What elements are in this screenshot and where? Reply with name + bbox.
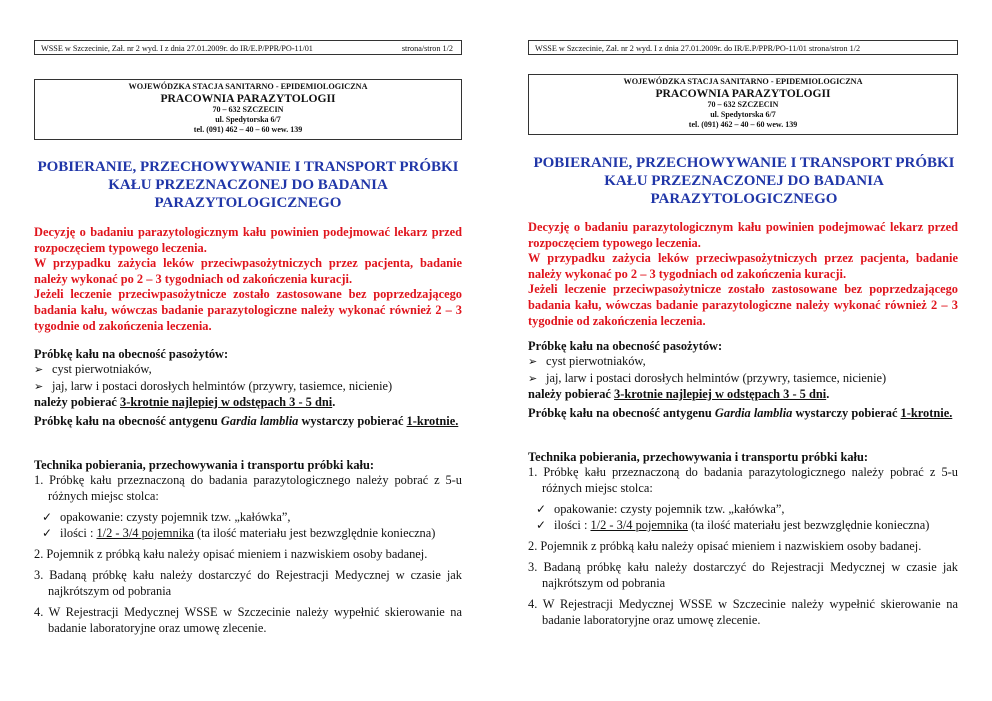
warning-paragraph: Jeżeli leczenie przeciwpasożytnicze zostało zastosowane bez poprzedzającego badania kału, wówczas badanie parazytologiczne należy wykonać również 2 – 3 tygodnie od zakończenia leczenia. [34, 287, 462, 333]
check-item: ✓ ilości : 1/2 - 3/4 pojemnika (ta ilość materiału jest bezwzględnie konieczna) [42, 525, 436, 540]
check-icon: ✓ [536, 517, 547, 532]
warning-paragraph: Jeżeli leczenie przeciwpasożytnicze zostało zastosowane bez poprzedzającego badania kału, wówczas badanie parazytologiczne należy wykonać również 2 – 3 tygodnie od zakończenia leczenia. [528, 282, 958, 328]
lab-name: PRACOWNIA PARAZYTOLOGII [160, 92, 336, 105]
antigen-section: Próbkę kału na obecność antygenu Gardia lamblia wystarczy pobierać 1-krotnie. [34, 414, 459, 428]
technique-step: 1. Próbkę kału przeznaczoną do badania parazytologicznego należy pobrać z 5-u różnych miejsc stolca: [34, 473, 462, 503]
check-item: ✓ opakowanie: czysty pojemnik tzw. „kałówka”, [536, 502, 785, 517]
lab-postal: 70 – 632 SZCZECIN [707, 100, 779, 109]
lab-street: ul. Spedytorska 6/7 [215, 115, 281, 124]
arrow-bullet-icon: ➢ [528, 372, 538, 385]
check-item: ✓ ilości : 1/2 - 3/4 pojemnika (ta ilość materiału jest bezwzględnie konieczna) [536, 517, 930, 532]
warning-paragraph: Decyzję o badaniu parazytologicznym kału powinien podejmować lekarz przed rozpoczęciem typowego leczenia. [528, 220, 958, 250]
technique-step: 3. Badaną próbkę kału należy dostarczyć do Rejestracji Medycznej w czasie jak najkrótszym od pobrania [528, 560, 958, 590]
parasites-heading: Próbkę kału na obecność pasożytów: [528, 339, 723, 353]
lab-header-box [34, 79, 462, 140]
document-page-right [496, 0, 992, 701]
warning-notice [528, 220, 958, 329]
lab-institution: WOJEWÓDZKA STACJA SANITARNO - EPIDEMIOLOGICZNA [128, 82, 368, 91]
title-line: KAŁU PRZEZNACZONEJ DO BADANIA [604, 173, 884, 189]
lab-phone: tel. (091) 462 – 40 – 60 wew. 139 [688, 120, 798, 129]
header-reference-text: WSSE w Szczecinie, Zał. nr 2 wyd. I z dnia 27.01.2009r. do IR/E.P/PPR/PO-11/01 [41, 44, 313, 53]
parasites-frequency: należy pobierać 3-krotnie najlepiej w odstępach 3 - 5 dni. [528, 387, 830, 402]
warning-paragraph: Decyzję o badaniu parazytologicznym kału powinien podejmować lekarz przed rozpoczęciem typowego leczenia. [34, 225, 462, 255]
check-icon: ✓ [42, 510, 53, 525]
parasites-section [528, 339, 958, 403]
parasite-item: cyst pierwotniaków, [52, 362, 152, 377]
technique-step: 2. Pojemnik z próbką kału należy opisać mieniem i nazwiskiem osoby badanej. [34, 547, 428, 562]
warning-notice [34, 225, 462, 334]
technique-section [528, 450, 958, 628]
title-line: POBIERANIE, PRZECHOWYWANIE I TRANSPORT PRÓBKI [37, 159, 459, 175]
document-title [516, 154, 972, 208]
header-reference-box [528, 40, 958, 55]
parasite-item: jaj, larw i postaci dorosłych helmintów (przywry, tasiemce, nicienie) [52, 378, 393, 393]
check-icon: ✓ [42, 525, 53, 540]
technique-step: 2. Pojemnik z próbką kału należy opisać mieniem i nazwiskiem osoby badanej. [528, 539, 922, 554]
lab-street: ul. Spedytorska 6/7 [710, 110, 776, 119]
parasites-frequency: należy pobierać 3-krotnie najlepiej w odstępach 3 - 5 dni. [34, 395, 336, 410]
arrow-bullet-icon: ➢ [34, 380, 44, 393]
technique-step: 1. Próbkę kału przeznaczoną do badania parazytologicznego należy pobrać z 5-u różnych miejsc stolca: [528, 465, 958, 495]
parasite-item: cyst pierwotniaków, [546, 354, 646, 369]
warning-paragraph: W przypadku zażycia leków przeciwpasożytniczych przez pacjenta, badanie należy wykonać po 2 – 3 tygodniach od zakończenia kuracji. [34, 256, 462, 286]
arrow-bullet-icon: ➢ [34, 364, 44, 377]
header-reference-box [34, 40, 462, 55]
parasite-item: jaj, larw i postaci dorosłych helmintów (przywry, tasiemce, nicienie) [546, 370, 887, 385]
title-line: POBIERANIE, PRZECHOWYWANIE I TRANSPORT PRÓBKI [533, 155, 955, 171]
parasites-heading: Próbkę kału na obecność pasożytów: [34, 347, 229, 361]
lab-name: PRACOWNIA PARAZYTOLOGII [655, 87, 831, 100]
warning-paragraph: W przypadku zażycia leków przeciwpasożytniczych przez pacjenta, badanie należy wykonać po 2 – 3 tygodniach od zakończenia kuracji. [528, 251, 958, 281]
parasites-section [34, 347, 462, 411]
antigen-section: Próbkę kału na obecność antygenu Gardia lamblia wystarczy pobierać 1-krotnie. [528, 406, 953, 420]
technique-step: 4. W Rejestracji Medycznej WSSE w Szczecinie należy wypełnić skierowanie na badanie laboratoryjne oraz umowę zlecenie. [34, 605, 462, 635]
check-item: ✓ opakowanie: czysty pojemnik tzw. „kałówka”, [42, 510, 291, 525]
page-number: strona/stron 1/2 [401, 44, 453, 53]
lab-header-box [528, 74, 958, 135]
header-reference-text: WSSE w Szczecinie, Zał. nr 2 wyd. I z dnia 27.01.2009r. do IR/E.P/PPR/PO-11/01 strona/stron 1/2 [535, 44, 861, 53]
title-line: PARAZYTOLOGICZNEGO [154, 195, 342, 211]
lab-institution: WOJEWÓDZKA STACJA SANITARNO - EPIDEMIOLOGICZNA [623, 77, 863, 86]
lab-phone: tel. (091) 462 – 40 – 60 wew. 139 [193, 125, 303, 134]
title-line: PARAZYTOLOGICZNEGO [650, 191, 838, 207]
species-name: Gardia lamblia [220, 414, 299, 428]
lab-postal: 70 – 632 SZCZECIN [212, 105, 284, 114]
title-line: KAŁU PRZEZNACZONEJ DO BADANIA [108, 177, 388, 193]
technique-step: 4. W Rejestracji Medycznej WSSE w Szczecinie należy wypełnić skierowanie na badanie laboratoryjne oraz umowę zlecenie. [528, 597, 958, 627]
technique-step: 3. Badaną próbkę kału należy dostarczyć do Rejestracji Medycznej w czasie jak najkrótszym od pobrania [34, 568, 462, 598]
check-icon: ✓ [536, 502, 547, 517]
arrow-bullet-icon: ➢ [528, 356, 538, 369]
technique-heading: Technika pobierania, przechowywania i transportu próbki kału: [34, 458, 374, 472]
technique-section [34, 458, 462, 636]
technique-heading: Technika pobierania, przechowywania i transportu próbki kału: [528, 450, 868, 464]
species-name: Gardia lamblia [714, 406, 793, 420]
document-title [20, 158, 476, 212]
